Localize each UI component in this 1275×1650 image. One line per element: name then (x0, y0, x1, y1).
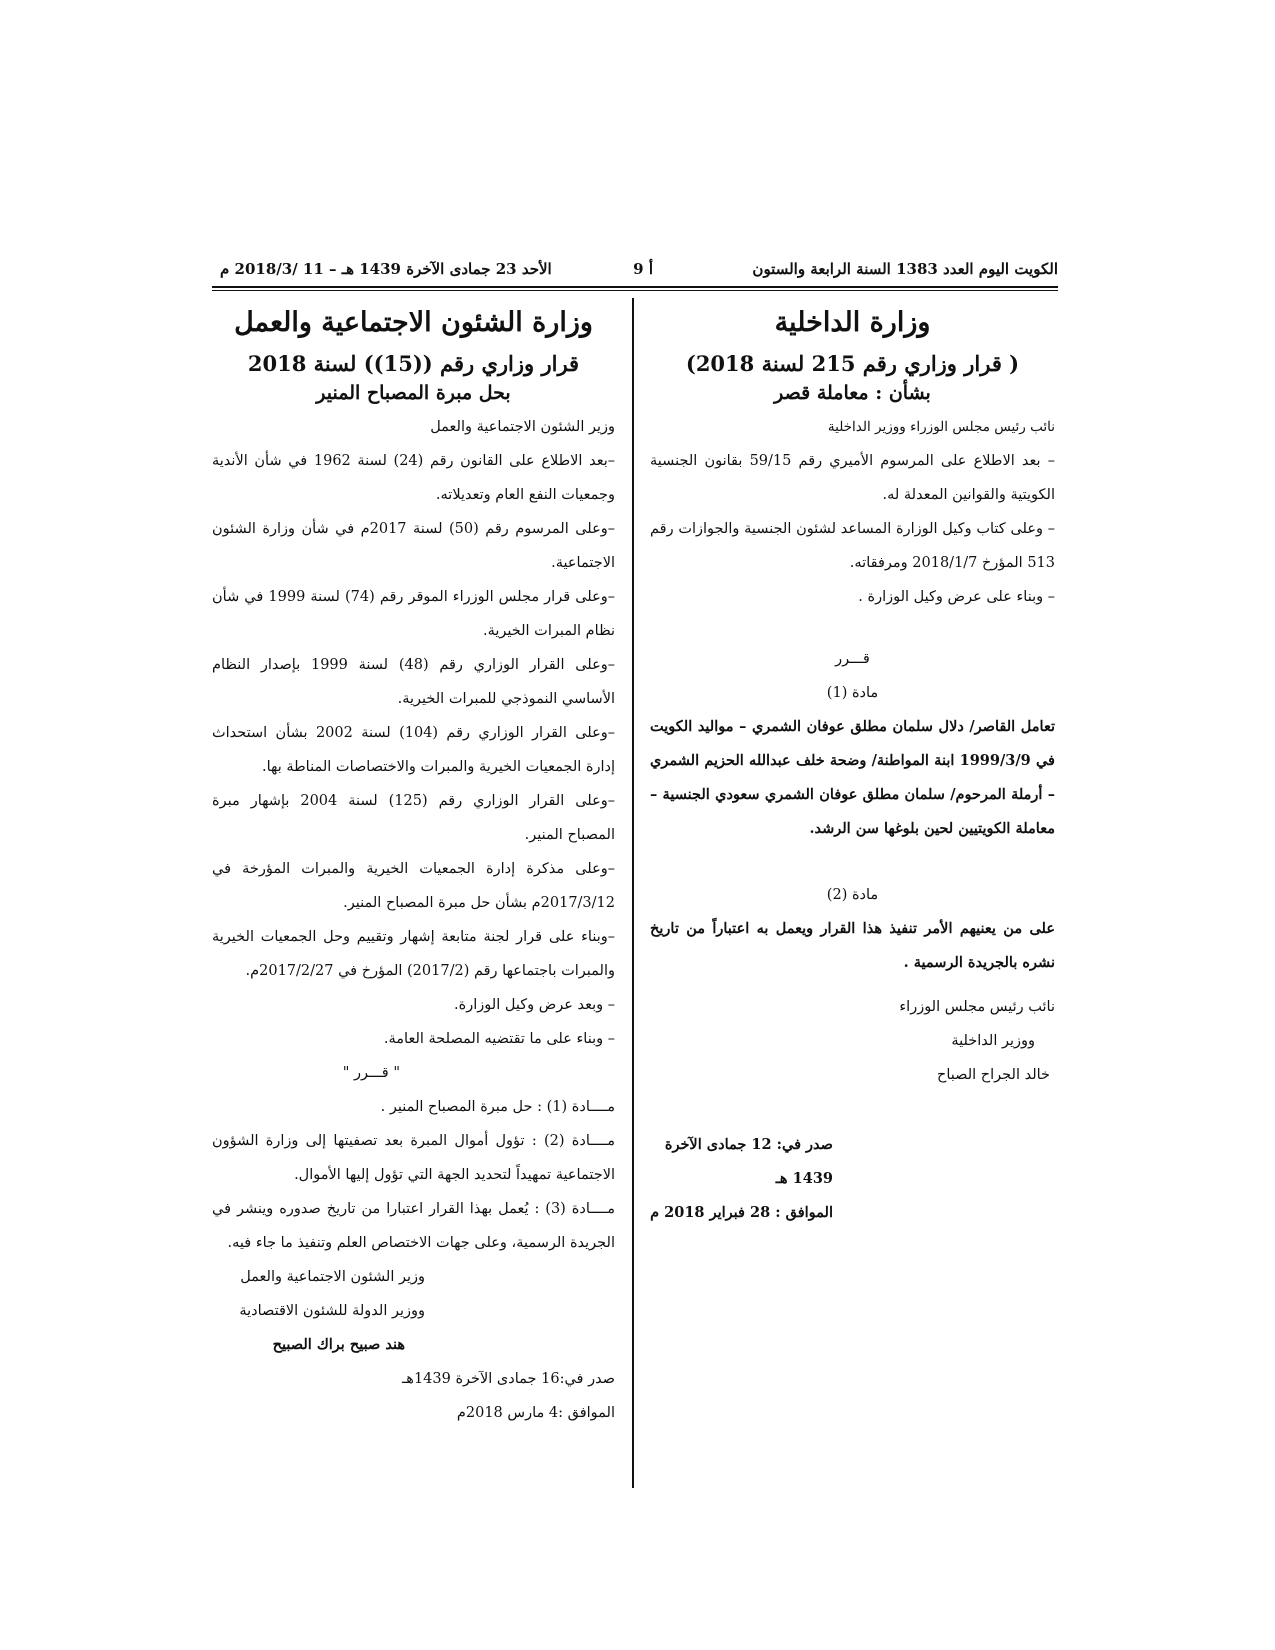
signature-line: نائب رئيس مجلس الوزراء (899, 998, 1055, 1015)
article-text: مــــادة (1) : حل مبرة المصباح المنير . (380, 1098, 615, 1115)
article-text: تعامل القاصر/ دلال سلمان مطلق عوفان الشمري – مواليد الكويت في 1999/3/9 ابنة المواطنة/ وضحة خلف عبدالله الحزيم الشمري – أرملة المرحوم/ سلمان مطلق عوفان الشمري سعودي الجنسية – معاملة الكويتيين لحين بلوغها سن الرشد. (650, 717, 1055, 837)
signature-block (212, 1260, 615, 1362)
ministry-title: وزارة الداخلية (774, 307, 931, 338)
preamble-item: – وبناء على ما تقتضيه المصلحة العامة. (383, 1030, 615, 1047)
issuer-line: وزير الشئون الاجتماعية والعمل (430, 418, 615, 435)
decree-subject: بشأن : معاملة قصر (774, 381, 931, 404)
signature-line: وزير الشئون الاجتماعية والعمل (240, 1268, 425, 1285)
signature-name: هند صبيح براك الصبيح (272, 1335, 405, 1353)
header-page-number: أ 9 (633, 260, 653, 278)
page-header (220, 258, 1058, 282)
corresponding-date: الموافق : 28 فبراير 2018 م (650, 1203, 833, 1221)
decree-subject: بحل مبرة المصباح المنير (316, 381, 511, 404)
preamble-item: –وعلى قرار مجلس الوزراء الموقر رقم (74) لسنة 1999 في شأن نظام المبرات الخيرية. (212, 588, 615, 639)
preamble-item: – وبعد عرض وكيل الوزارة. (454, 996, 615, 1013)
signature-name: خالد الجراح الصباح (937, 1066, 1050, 1083)
preamble-item: – بعد الاطلاع على المرسوم الأميري رقم 59/15 بقانون الجنسية الكويتية والقوانين المعدلة له. (650, 452, 1055, 503)
header-issue: الكويت اليوم العدد 1383 السنة الرابعة والستون (752, 260, 1058, 278)
column-divider (632, 298, 634, 1488)
article-text: على من يعنيهم الأمر تنفيذ هذا القرار ويعمل به اعتباراً من تاريخ نشره بالجريدة الرسمية . (650, 919, 1055, 971)
signature-line: ووزير الدولة للشئون الاقتصادية (239, 1302, 425, 1319)
ministry-title: وزارة الشئون الاجتماعية والعمل (234, 307, 593, 338)
issue-date: صدر في: 12 جمادى الآخرة 1439 هـ (664, 1135, 833, 1187)
issue-date: صدر في:16 جمادى الآخرة 1439هـ (402, 1370, 615, 1387)
article-heading: مادة (1) (826, 684, 879, 701)
decree-number: قرار وزاري رقم ((15)) لسنة 2018 (247, 351, 580, 377)
article-heading: مادة (2) (826, 886, 879, 903)
decides-heading: " قـــرر " (342, 1064, 400, 1081)
preamble-item: –بعد الاطلاع على القانون رقم (24) لسنة 1962 في شأن الأندية وجمعيات النفع العام وتعديلاته. (212, 452, 615, 503)
header-rule (212, 286, 1058, 288)
interior-ministry-column (650, 305, 1055, 1230)
signature-line: ووزير الداخلية (951, 1032, 1035, 1049)
preamble-item: –وعلى المرسوم رقم (50) لسنة 2017م في شأن وزارة الشئون الاجتماعية. (212, 520, 615, 571)
preamble-item: –وعلى القرار الوزاري رقم (104) لسنة 2002 بشأن استحداث إدارة الجمعيات الخيرية والمبرات والاختصاصات المناطة بها. (212, 724, 615, 775)
preamble-item: –وعلى القرار الوزاري رقم (125) لسنة 2004 بإشهار مبرة المصباح المنير. (212, 792, 615, 843)
decree-number: ( قرار وزاري رقم 215 لسنة 2018) (685, 351, 1020, 377)
preamble-item: – وبناء على عرض وكيل الوزارة . (858, 588, 1055, 605)
article-text: مــــادة (3) : يُعمل بهذا القرار اعتبارا من تاريخ صدوره وينشر في الجريدة الرسمية، وعلى جهات الاختصاص العلم وتنفيذ ما جاء فيه. (212, 1200, 615, 1251)
preamble-item: –وعلى مذكرة إدارة الجمعيات الخيرية والمبرات المؤرخة في 2017/3/12م بشأن حل مبرة المصباح المنير. (212, 860, 615, 911)
decides-heading: قـــرر (835, 650, 870, 667)
article-text: مــــادة (2) : تؤول أموال المبرة بعد تصفيتها إلى وزارة الشؤون الاجتماعية تمهيداً لتحديد الجهة التي تؤول إليها الأموال. (212, 1132, 615, 1183)
signature-block (650, 990, 1055, 1092)
issuer-line: نائب رئيس مجلس الوزراء ووزير الداخلية (827, 418, 1055, 435)
corresponding-date: الموافق :4 مارس 2018م (456, 1404, 615, 1421)
preamble-item: –وعلى القرار الوزاري رقم (48) لسنة 1999 بإصدار النظام الأساسي النموذجي للمبرات الخيرية. (212, 656, 615, 707)
preamble-item: – وعلى كتاب وكيل الوزارة المساعد لشئون الجنسية والجوازات رقم 513 المؤرخ 2018/1/7 ومرفقاته. (650, 520, 1055, 571)
preamble-item: –وبناء على قرار لجنة متابعة إشهار وتقييم وحل الجمعيات الخيرية والمبرات باجتماعها رقم (2017/2) المؤرخ في 2017/2/27م. (212, 928, 615, 979)
header-date: الأحد 23 جمادى الآخرة 1439 هـ – 11 /2018/3 م (220, 260, 552, 278)
social-affairs-column (212, 305, 615, 1430)
header-rule-thin (212, 290, 1058, 291)
